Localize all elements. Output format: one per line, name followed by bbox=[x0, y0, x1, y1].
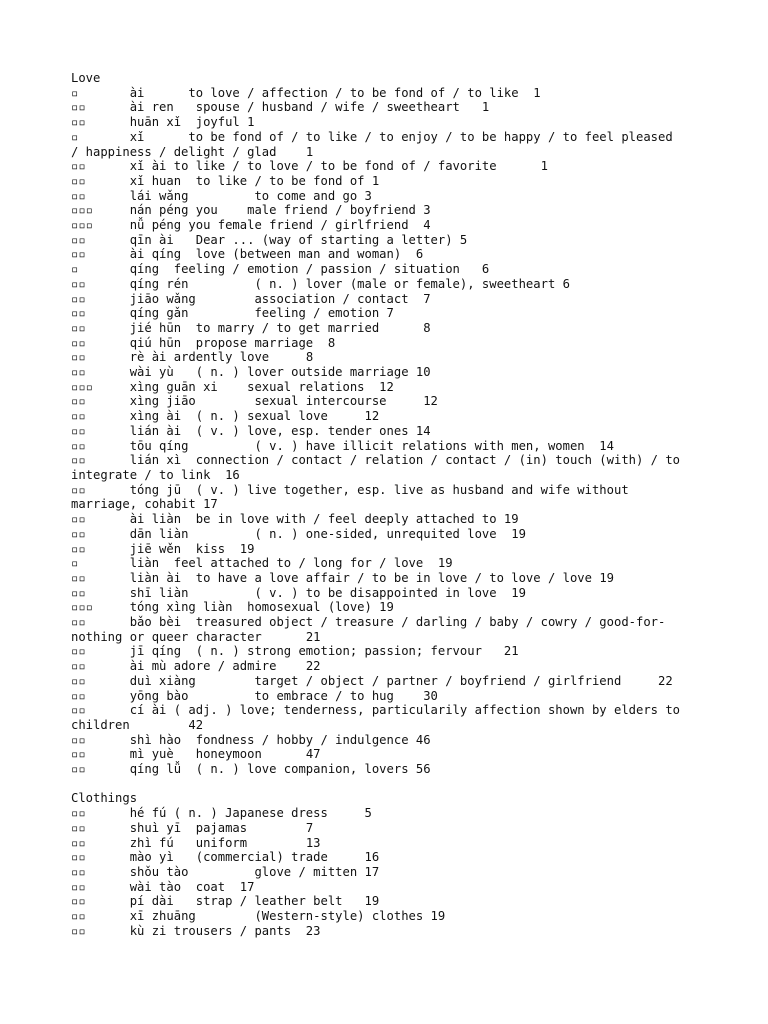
entry-text: yōng bào to embrace / to hug 30 bbox=[85, 688, 438, 703]
entry-text: ài liàn be in love with / feel deeply attached to 19 bbox=[85, 512, 519, 527]
entry-text: jī qíng ( n. ) strong emotion; passion; fervour 21 bbox=[85, 644, 519, 659]
missing-glyph-icon: ▫▫ bbox=[71, 276, 86, 291]
missing-glyph-icon: ▫▫ bbox=[71, 526, 86, 541]
vocabulary-entry bbox=[71, 130, 686, 159]
vocabulary-entry bbox=[71, 556, 686, 571]
vocabulary-entry bbox=[71, 512, 686, 527]
missing-glyph-icon: ▫▫ bbox=[71, 232, 86, 247]
missing-glyph-icon: ▫▫ bbox=[71, 188, 86, 203]
entry-text: duì xiàng target / object / partner / boyfriend / girlfriend 22 bbox=[85, 673, 673, 688]
missing-glyph-icon: ▫▫ bbox=[71, 703, 86, 718]
vocabulary-entry bbox=[71, 115, 686, 130]
vocabulary-entry bbox=[71, 159, 686, 174]
missing-glyph-icon: ▫▫▫ bbox=[71, 218, 94, 233]
vocabulary-entry bbox=[71, 733, 686, 748]
vocabulary-entry bbox=[71, 644, 686, 659]
missing-glyph-icon: ▫▫ bbox=[71, 615, 86, 630]
entry-text: qíng feeling / emotion / passion / situation 6 bbox=[78, 262, 490, 277]
entry-text: xī zhuāng (Western-style) clothes 19 bbox=[85, 909, 446, 924]
section-title: Love bbox=[71, 71, 101, 85]
entry-text: shǒu tào glove / mitten 17 bbox=[85, 864, 380, 879]
entry-text: xìng ài ( n. ) sexual love 12 bbox=[85, 409, 380, 424]
entry-text: bǎo bèi treasured object / treasure / darling / baby / cowry / good-for-nothing or queer character 21 bbox=[71, 615, 666, 644]
vocabulary-entry bbox=[71, 880, 686, 895]
vocabulary-entry bbox=[71, 850, 686, 865]
vocabulary-entry bbox=[71, 909, 686, 924]
missing-glyph-icon: ▫▫ bbox=[71, 732, 86, 747]
entry-text: shī liàn ( v. ) to be disappointed in love 19 bbox=[85, 585, 526, 600]
missing-glyph-icon: ▫▫ bbox=[71, 453, 86, 468]
vocabulary-entry bbox=[71, 659, 686, 674]
entry-text: huān xǐ joyful 1 bbox=[85, 115, 255, 130]
entry-text: qíng rén ( n. ) lover (male or female), sweetheart 6 bbox=[85, 276, 570, 291]
missing-glyph-icon: ▫ bbox=[71, 262, 79, 277]
vocabulary-entry bbox=[71, 924, 686, 939]
vocabulary-entry bbox=[71, 806, 686, 821]
missing-glyph-icon: ▫▫ bbox=[71, 306, 86, 321]
vocabulary-entry bbox=[71, 350, 686, 365]
missing-glyph-icon: ▫▫ bbox=[71, 350, 86, 365]
vocabulary-entry bbox=[71, 453, 686, 482]
vocabulary-entry bbox=[71, 233, 686, 248]
entry-text: jié hūn to marry / to get married 8 bbox=[85, 320, 431, 335]
vocabulary-entry bbox=[71, 836, 686, 851]
entry-text: pí dài strap / leather belt 19 bbox=[85, 894, 380, 909]
entry-text: qíng gǎn feeling / emotion 7 bbox=[85, 306, 394, 321]
missing-glyph-icon: ▫▫ bbox=[71, 335, 86, 350]
missing-glyph-icon: ▫▫ bbox=[71, 673, 86, 688]
missing-glyph-icon: ▫▫ bbox=[71, 570, 86, 585]
missing-glyph-icon: ▫▫ bbox=[71, 159, 86, 174]
vocabulary-entry bbox=[71, 762, 686, 777]
missing-glyph-icon: ▫▫ bbox=[71, 644, 86, 659]
missing-glyph-icon: ▫ bbox=[71, 129, 79, 144]
vocabulary-entry bbox=[71, 439, 686, 454]
entry-text: ài mù adore / admire 22 bbox=[85, 659, 321, 674]
entry-text: xìng guān xi sexual relations 12 bbox=[93, 379, 394, 394]
entry-text: zhì fú uniform 13 bbox=[85, 835, 321, 850]
missing-glyph-icon: ▫▫ bbox=[71, 115, 86, 130]
vocabulary-entry bbox=[71, 703, 686, 732]
vocabulary-entry bbox=[71, 483, 686, 512]
vocabulary-entry bbox=[71, 336, 686, 351]
missing-glyph-icon: ▫▫ bbox=[71, 894, 86, 909]
entry-text: tōu qíng ( v. ) have illicit relations with men, women 14 bbox=[85, 438, 614, 453]
entry-text: mào yì (commercial) trade 16 bbox=[85, 850, 380, 865]
missing-glyph-icon: ▫▫ bbox=[71, 820, 86, 835]
vocabulary-entry bbox=[71, 615, 686, 644]
vocabulary-entry bbox=[71, 571, 686, 586]
missing-glyph-icon: ▫▫ bbox=[71, 482, 86, 497]
missing-glyph-icon: ▫▫ bbox=[71, 762, 86, 777]
missing-glyph-icon: ▫▫ bbox=[71, 438, 86, 453]
vocabulary-entry bbox=[71, 100, 686, 115]
vocabulary-entry bbox=[71, 542, 686, 557]
entry-text: kù zi trousers / pants 23 bbox=[85, 923, 321, 938]
section-title: Clothings bbox=[71, 791, 138, 806]
entry-text: lián xì connection / contact / relation / contact / (in) touch (with) / to integrate / to link 16 bbox=[71, 453, 688, 482]
missing-glyph-icon: ▫▫ bbox=[71, 291, 86, 306]
vocabulary-entry bbox=[71, 600, 686, 615]
missing-glyph-icon: ▫▫ bbox=[71, 850, 86, 865]
section-spacer bbox=[71, 777, 686, 792]
vocabulary-entry bbox=[71, 292, 686, 307]
missing-glyph-icon: ▫▫ bbox=[71, 247, 86, 262]
vocabulary-entry bbox=[71, 424, 686, 439]
vocabulary-entry bbox=[71, 394, 686, 409]
entry-text: ài qíng love (between man and woman) 6 bbox=[85, 247, 424, 262]
entry-text: shì hào fondness / hobby / indulgence 46 bbox=[85, 732, 431, 747]
entry-text: rè ài ardently love 8 bbox=[85, 350, 314, 365]
vocabulary-entry bbox=[71, 365, 686, 380]
missing-glyph-icon: ▫▫▫ bbox=[71, 600, 94, 615]
entry-text: ài to love / affection / to be fond of / to like 1 bbox=[78, 85, 541, 100]
entry-text: dān liàn ( n. ) one-sided, unrequited love 19 bbox=[85, 526, 526, 541]
vocabulary-entry bbox=[71, 203, 686, 218]
entry-text: qíng lǚ ( n. ) love companion, lovers 56 bbox=[85, 762, 431, 777]
vocabulary-entry bbox=[71, 247, 686, 262]
vocabulary-entry bbox=[71, 586, 686, 601]
vocabulary-entry bbox=[71, 262, 686, 277]
vocabulary-entry bbox=[71, 174, 686, 189]
entry-text: nán péng you male friend / boyfriend 3 bbox=[93, 203, 431, 218]
missing-glyph-icon: ▫▫ bbox=[71, 173, 86, 188]
entry-text: tóng jū ( v. ) live together, esp. live as husband and wife without marriage, cohabit 17 bbox=[71, 482, 636, 512]
missing-glyph-icon: ▫▫ bbox=[71, 806, 86, 821]
missing-glyph-icon: ▫▫ bbox=[71, 320, 86, 335]
entry-text: wài yù ( n. ) lover outside marriage 10 bbox=[85, 365, 431, 380]
missing-glyph-icon: ▫▫ bbox=[71, 512, 86, 527]
entry-text: qīn ài Dear ... (way of starting a letter) 5 bbox=[85, 232, 468, 247]
missing-glyph-icon: ▫▫ bbox=[71, 835, 86, 850]
entry-text: cí ài ( adj. ) love; tenderness, particularily affection shown by elders to children 42 bbox=[71, 703, 688, 732]
missing-glyph-icon: ▫▫ bbox=[71, 100, 86, 115]
entry-text: shuì yī pajamas 7 bbox=[85, 820, 314, 835]
missing-glyph-icon: ▫▫ bbox=[71, 659, 86, 674]
vocabulary-entry bbox=[71, 218, 686, 233]
missing-glyph-icon: ▫▫ bbox=[71, 585, 86, 600]
vocabulary-entry bbox=[71, 689, 686, 704]
vocabulary-entry bbox=[71, 674, 686, 689]
document-body bbox=[71, 71, 686, 938]
entry-text: xǐ huan to like / to be fond of 1 bbox=[85, 173, 380, 188]
missing-glyph-icon: ▫▫ bbox=[71, 409, 86, 424]
missing-glyph-icon: ▫▫ bbox=[71, 879, 86, 894]
entry-text: nǚ péng you female friend / girlfriend 4 bbox=[93, 218, 431, 233]
missing-glyph-icon: ▫▫ bbox=[71, 541, 86, 556]
entry-text: jiē wěn kiss 19 bbox=[85, 541, 255, 556]
entry-text: xǐ ài to like / to love / to be fond of / favorite 1 bbox=[85, 159, 548, 174]
entry-text: mì yuè honeymoon 47 bbox=[85, 747, 321, 762]
vocabulary-entry bbox=[71, 409, 686, 424]
entry-text: xǐ to be fond of / to like / to enjoy / to be happy / to feel pleased / happiness / delight / glad 1 bbox=[71, 129, 681, 159]
vocabulary-entry bbox=[71, 527, 686, 542]
vocabulary-entry bbox=[71, 306, 686, 321]
missing-glyph-icon: ▫ bbox=[71, 85, 79, 100]
missing-glyph-icon: ▫▫ bbox=[71, 747, 86, 762]
missing-glyph-icon: ▫▫ bbox=[71, 688, 86, 703]
entry-text: liàn feel attached to / long for / love 19 bbox=[78, 556, 453, 571]
missing-glyph-icon: ▫▫ bbox=[71, 864, 86, 879]
vocabulary-entry bbox=[71, 380, 686, 395]
entry-text: hé fú ( n. ) Japanese dress 5 bbox=[85, 806, 372, 821]
missing-glyph-icon: ▫▫ bbox=[71, 365, 86, 380]
entry-text: tóng xìng liàn homosexual (love) 19 bbox=[93, 600, 394, 615]
vocabulary-entry bbox=[71, 821, 686, 836]
missing-glyph-icon: ▫▫ bbox=[71, 423, 86, 438]
entry-text: xìng jiāo sexual intercourse 12 bbox=[85, 394, 438, 409]
missing-glyph-icon: ▫▫▫ bbox=[71, 379, 94, 394]
entry-text: ài ren spouse / husband / wife / sweetheart 1 bbox=[85, 100, 490, 115]
entry-text: wài tào coat 17 bbox=[85, 879, 255, 894]
entry-text: jiāo wǎng association / contact 7 bbox=[85, 291, 431, 306]
vocabulary-entry bbox=[71, 86, 686, 101]
vocabulary-entry bbox=[71, 865, 686, 880]
missing-glyph-icon: ▫▫ bbox=[71, 394, 86, 409]
entry-text: qiú hūn propose marriage 8 bbox=[85, 335, 336, 350]
vocabulary-entry bbox=[71, 277, 686, 292]
vocabulary-entry bbox=[71, 894, 686, 909]
missing-glyph-icon: ▫ bbox=[71, 556, 79, 571]
entry-text: lián ài ( v. ) love, esp. tender ones 14 bbox=[85, 423, 431, 438]
vocabulary-entry bbox=[71, 189, 686, 204]
missing-glyph-icon: ▫▫▫ bbox=[71, 203, 94, 218]
vocabulary-entry bbox=[71, 321, 686, 336]
missing-glyph-icon: ▫▫ bbox=[71, 923, 86, 938]
missing-glyph-icon: ▫▫ bbox=[71, 909, 86, 924]
entry-text: lái wǎng to come and go 3 bbox=[85, 188, 372, 203]
vocabulary-entry bbox=[71, 747, 686, 762]
entry-text: liàn ài to have a love affair / to be in love / to love / love 19 bbox=[85, 570, 614, 585]
